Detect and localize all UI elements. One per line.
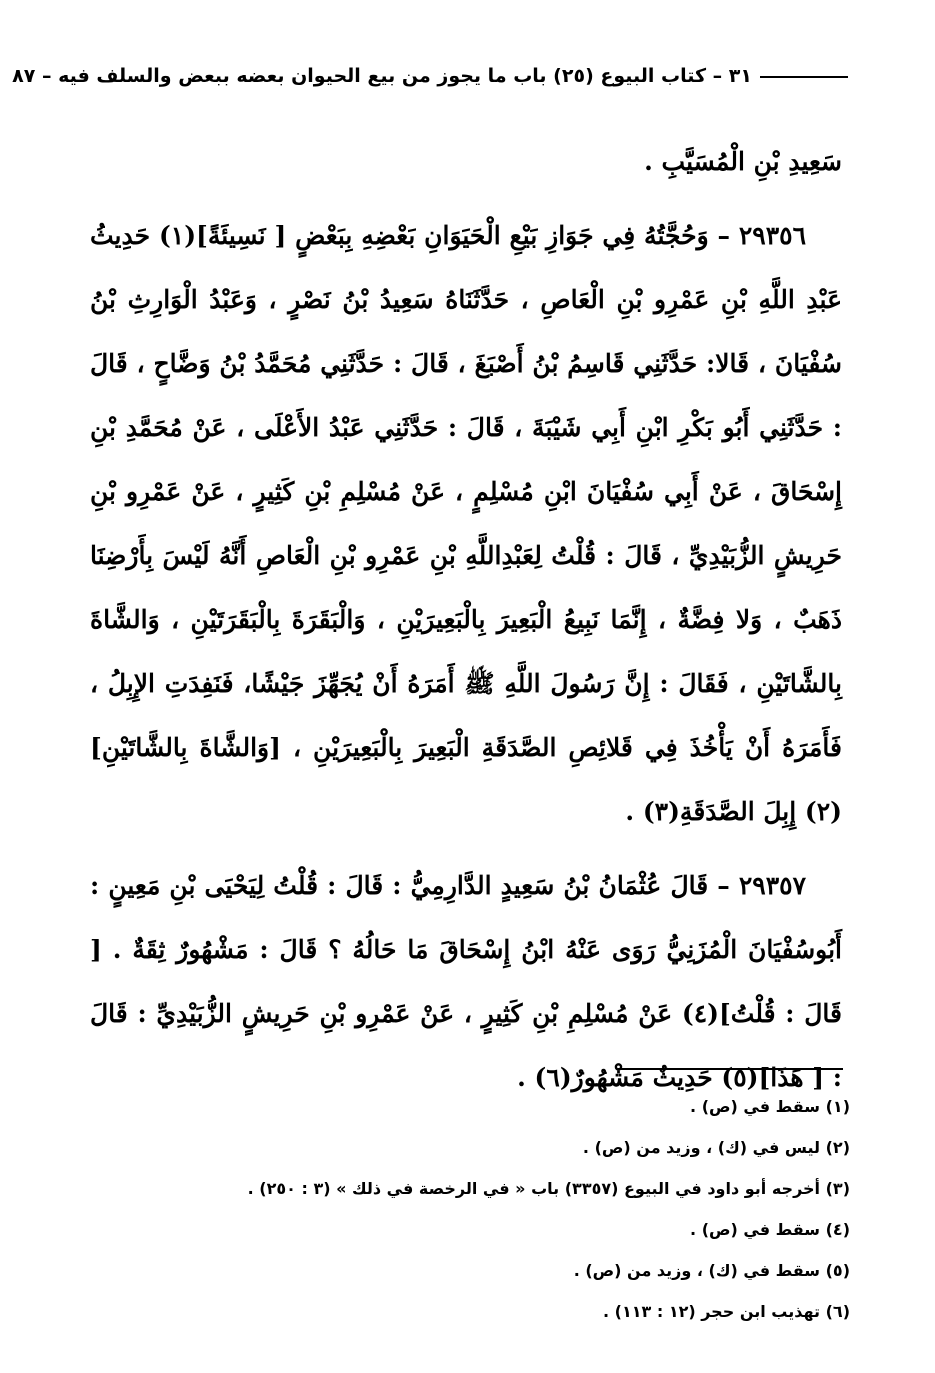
paragraph-29357: ٢٩٣٥٧ – قَالَ عُثْمَانُ بْنُ سَعِيدٍ الدَّارِمِيُّ : قَالَ : قُلْتُ لِيَحْيَى بْنِ مَعِينٍ : أَبُوسُفْيَانَ الْمُزَنِيُّ رَوَى عَنْهُ ابْنُ إِسْحَاقَ مَا حَالُهُ ؟ قَالَ : مَشْهُورٌ ثِقَةٌ . [ قَالَ : قُلْتُ](٤) عَنْ مُسْلِمِ بْنِ كَثِيرٍ ، عَنْ عَمْرِو بْنِ حَرِيشٍ الزُّبَيْدِيِّ : قَالَ : [ هَذَا](٥) حَدِيثٌ مَشْهُورٌ(٦) . <box>90 871 842 1092</box>
footnote-3: (٣) أخرجه أبو داود في البيوع (٣٣٥٧) باب « في الرخصة في ذلك » (٣ : ٢٥٠) . <box>247 1179 850 1198</box>
footnote-4: (٤) سقط في (ص) . <box>690 1220 850 1239</box>
footnotes <box>120 1086 850 1332</box>
paragraph-29356: ٢٩٣٥٦ – وَحُجَّتُهُ فِي جَوَازِ بَيْعِ الْحَيَوَانِ بَعْضِهِ بِبَعْضٍ [ نَسِيئَةً](١) حَدِيثُ عَبْدِ اللَّهِ بْنِ عَمْرِو بْنِ الْعَاصِ ، حَدَّثَنَاهُ سَعِيدُ بْنُ نَصْرٍ ، وَعَبْدُ الْوَارِثِ بْنُ سُفْيَانَ ، قَالا: حَدَّثَنِي قَاسِمُ بْنُ أَصْبَغَ ، قَالَ : حَدَّثَنِي مُحَمَّدُ بْنُ وَضَّاحٍ ، قَالَ : حَدَّثَنِي أَبُو بَكْرِ ابْنِ أَبِي شَيْبَةَ ، قَالَ : حَدَّثَنِي عَبْدُ الأَعْلَى ، عَنْ مُحَمَّدِ بْنِ إِسْحَاقَ ، عَنْ أَبِي سُفْيَانَ ابْنِ مُسْلِمٍ ، عَنْ مُسْلِمِ بْنِ كَثِيرٍ ، عَنْ عَمْرِو بْنِ حَرِيشٍ الزُّبَيْدِيِّ ، قَالَ : قُلْتُ لِعَبْدِاللَّهِ بْنِ عَمْرِو بْنِ الْعَاصِ أَنَّهُ لَيْسَ بِأَرْضِنَا ذَهَبٌ ، وَلا فِضَّةٌ ، إِنَّمَا نَبِيعُ الْبَعِيرَ بِالْبَعِيرَيْنِ ، وَالْبَقَرَةَ بِالْبَقَرَتَيْنِ ، وَالشَّاةَ بِالشَّاتَيْنِ ، فَقَالَ : إِنَّ رَسُولَ اللَّهِ ﷺ أَمَرَهُ أَنْ يُجَهِّزَ جَيْشًا، فَنَفِدَتِ الإِبِلُ ، فَأَمَرَهُ أَنْ يَأْخُذَ فِي قَلائِصِ الصَّدَقَةِ الْبَعِيرَ بِالْبَعِيرَيْنِ ، [وَالشَّاةَ بِالشَّاتَيْنِ](٢) إِبِلَ الصَّدَقَةِ(٣) . <box>90 221 842 826</box>
footnote-1: (١) سقط في (ص) . <box>690 1097 850 1116</box>
paragraph-continuation: سَعِيدِ بْنِ الْمُسَيَّبِ . <box>644 147 842 176</box>
running-header <box>12 58 848 94</box>
main-text <box>90 130 842 1110</box>
footnote-5: (٥) سقط في (ك) ، وزيد من (ص) . <box>573 1261 850 1280</box>
footnote-separator <box>618 1068 843 1070</box>
footnote-2: (٢) ليس في (ك) ، وزيد من (ص) . <box>582 1138 850 1157</box>
footnote-6: (٦) تهذيب ابن حجر (١٢ : ١١٣) . <box>603 1302 850 1321</box>
header-rule <box>760 76 848 78</box>
running-title: ٣١ – كتاب البيوع (٢٥) باب ما يجوز من بيع الحيوان بعضه ببعض والسلف فيه – ٨٧ <box>12 65 752 87</box>
